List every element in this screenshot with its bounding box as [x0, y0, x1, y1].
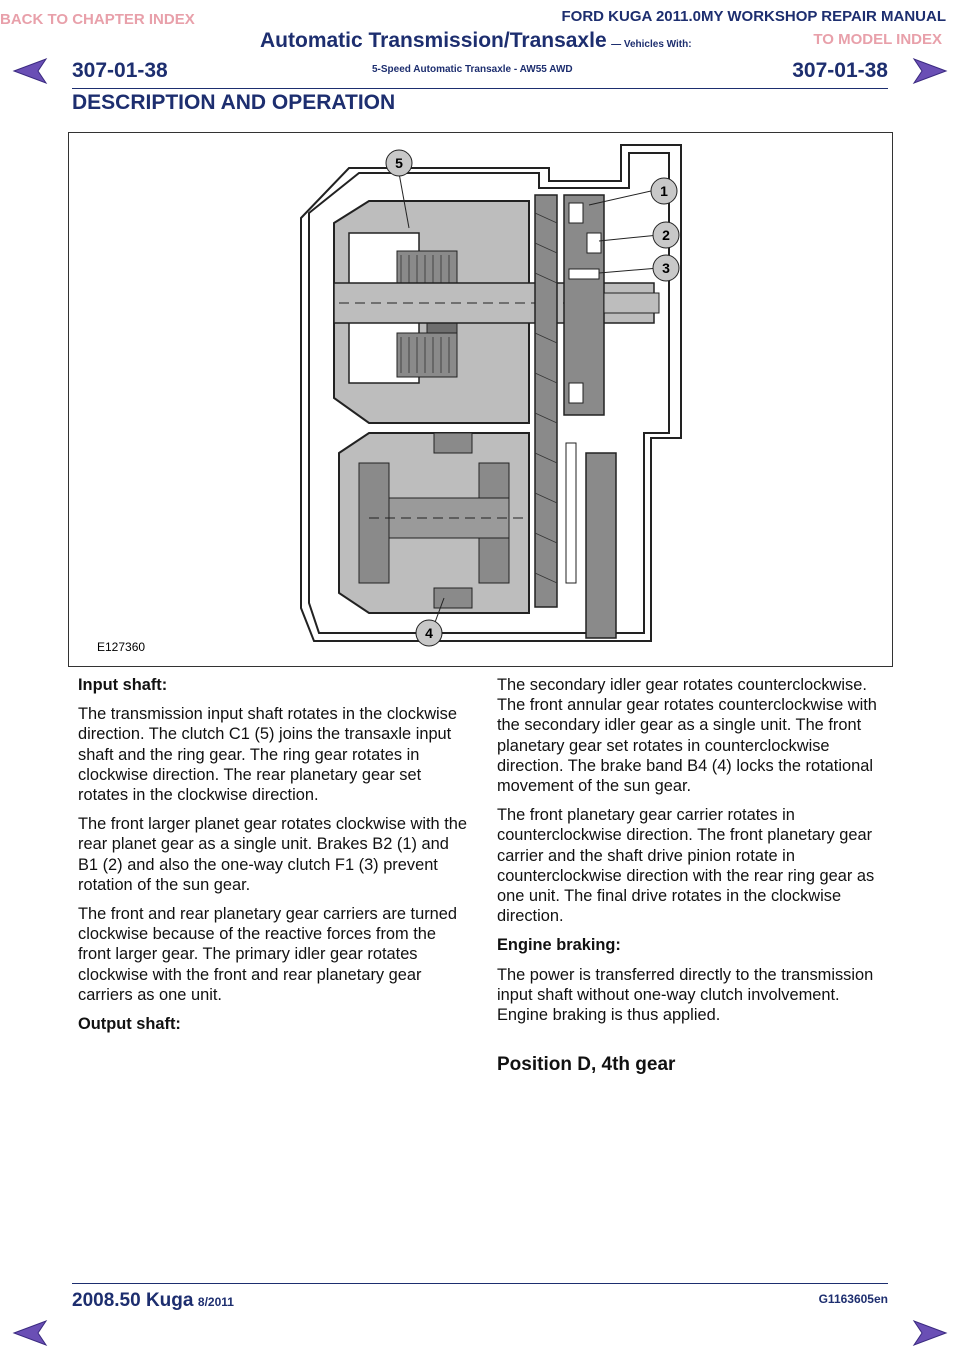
engine-braking-heading: Engine braking: — [497, 936, 621, 955]
figure-id: E127360 — [97, 640, 146, 654]
input-shaft-paragraph-2: The front larger planet gear rotates clockwise with the rear planet gear as a single unit. Brakes B2 (1) and B1 (2) and also the one-way clutch F1 (3) prevent rotation of the sun gear. — [78, 815, 468, 894]
section-subtitle: 5-Speed Automatic Transaxle - AW55 AWD — [372, 64, 573, 75]
previous-page-arrow-bottom-icon[interactable] — [12, 1318, 52, 1348]
left-column — [78, 675, 473, 1043]
svg-text:5: 5 — [395, 155, 403, 171]
callout-2 — [653, 222, 679, 248]
transmission-diagram — [68, 132, 893, 667]
next-page-arrow-icon[interactable] — [908, 56, 948, 86]
previous-page-arrow-icon[interactable] — [12, 56, 52, 86]
next-page-arrow-bottom-icon[interactable] — [908, 1318, 948, 1348]
footer-document-code: G1163605en — [818, 1292, 888, 1306]
input-shaft-heading: Input shaft: — [78, 676, 168, 694]
callout-3 — [653, 255, 679, 281]
footer-rule — [72, 1283, 888, 1284]
svg-text:1: 1 — [660, 183, 668, 199]
svg-text:4: 4 — [425, 625, 433, 641]
position-d-4th-gear-heading: Position D, 4th gear — [497, 1054, 676, 1076]
manual-title: FORD KUGA 2011.0MY WORKSHOP REPAIR MANUAL — [561, 8, 946, 25]
callout-4 — [416, 620, 442, 646]
page-number-right: 307-01-38 — [792, 59, 888, 82]
svg-text:3: 3 — [662, 260, 670, 276]
section-title: Automatic Transmission/Transaxle — [260, 29, 607, 52]
engine-braking-paragraph: The power is transferred directly to the transmission input shaft without one-way clutch involvement. Engine braking is thus applied. — [497, 965, 874, 1025]
page-heading: DESCRIPTION AND OPERATION — [72, 91, 396, 114]
footer-model — [72, 1290, 234, 1312]
output-shaft-paragraph-2: The front planetary gear carrier rotates in counterclockwise direction. The front planetary gear carrier and the shaft drive pinion rotate in counterclockwise direction with the rear ring gear as one unit. The final drive rotates in the clockwise direction. — [497, 806, 875, 926]
callout-1 — [651, 178, 677, 204]
input-shaft-paragraph-1: The transmission input shaft rotates in the clockwise direction. The clutch C1 (5) joins the transaxle input shaft and the ring gear. The ring gear rotates in clockwise direction. The rear planetary gear set rotates in the clockwise direction. — [78, 705, 457, 805]
output-shaft-paragraph-1: The secondary idler gear rotates counterclockwise. The front annular gear rotates counterclockwise with the secondary idler gear as a single unit. The front planetary gear set rotates in counterclockwise direction. The brake band B4 (4) locks the rotational movement of the sun gear. — [497, 676, 877, 796]
transmission-cutaway-illustration — [69, 133, 892, 666]
back-to-chapter-index-link[interactable]: BACK TO CHAPTER INDEX — [0, 11, 195, 28]
svg-text:2: 2 — [662, 227, 670, 243]
output-shaft-heading: Output shaft: — [78, 1015, 181, 1034]
input-shaft-paragraph-3: The front and rear planetary gear carriers are turned clockwise because of the reactive forces from the front larger gear. The primary idler gear rotates clockwise with the front and rear planetary gear carriers as one unit. — [78, 905, 458, 1004]
callout-5 — [386, 150, 412, 176]
to-model-index-link[interactable]: TO MODEL INDEX — [813, 31, 942, 48]
right-column — [497, 675, 889, 1075]
page-number-left: 307-01-38 — [72, 59, 168, 82]
section-title-line — [260, 29, 692, 53]
footer-model-name: 2008.50 Kuga — [72, 1290, 194, 1311]
header-rule — [72, 88, 888, 89]
vehicles-with-label: — Vehicles With: — [611, 39, 692, 50]
footer-date: 8/2011 — [197, 1295, 234, 1309]
